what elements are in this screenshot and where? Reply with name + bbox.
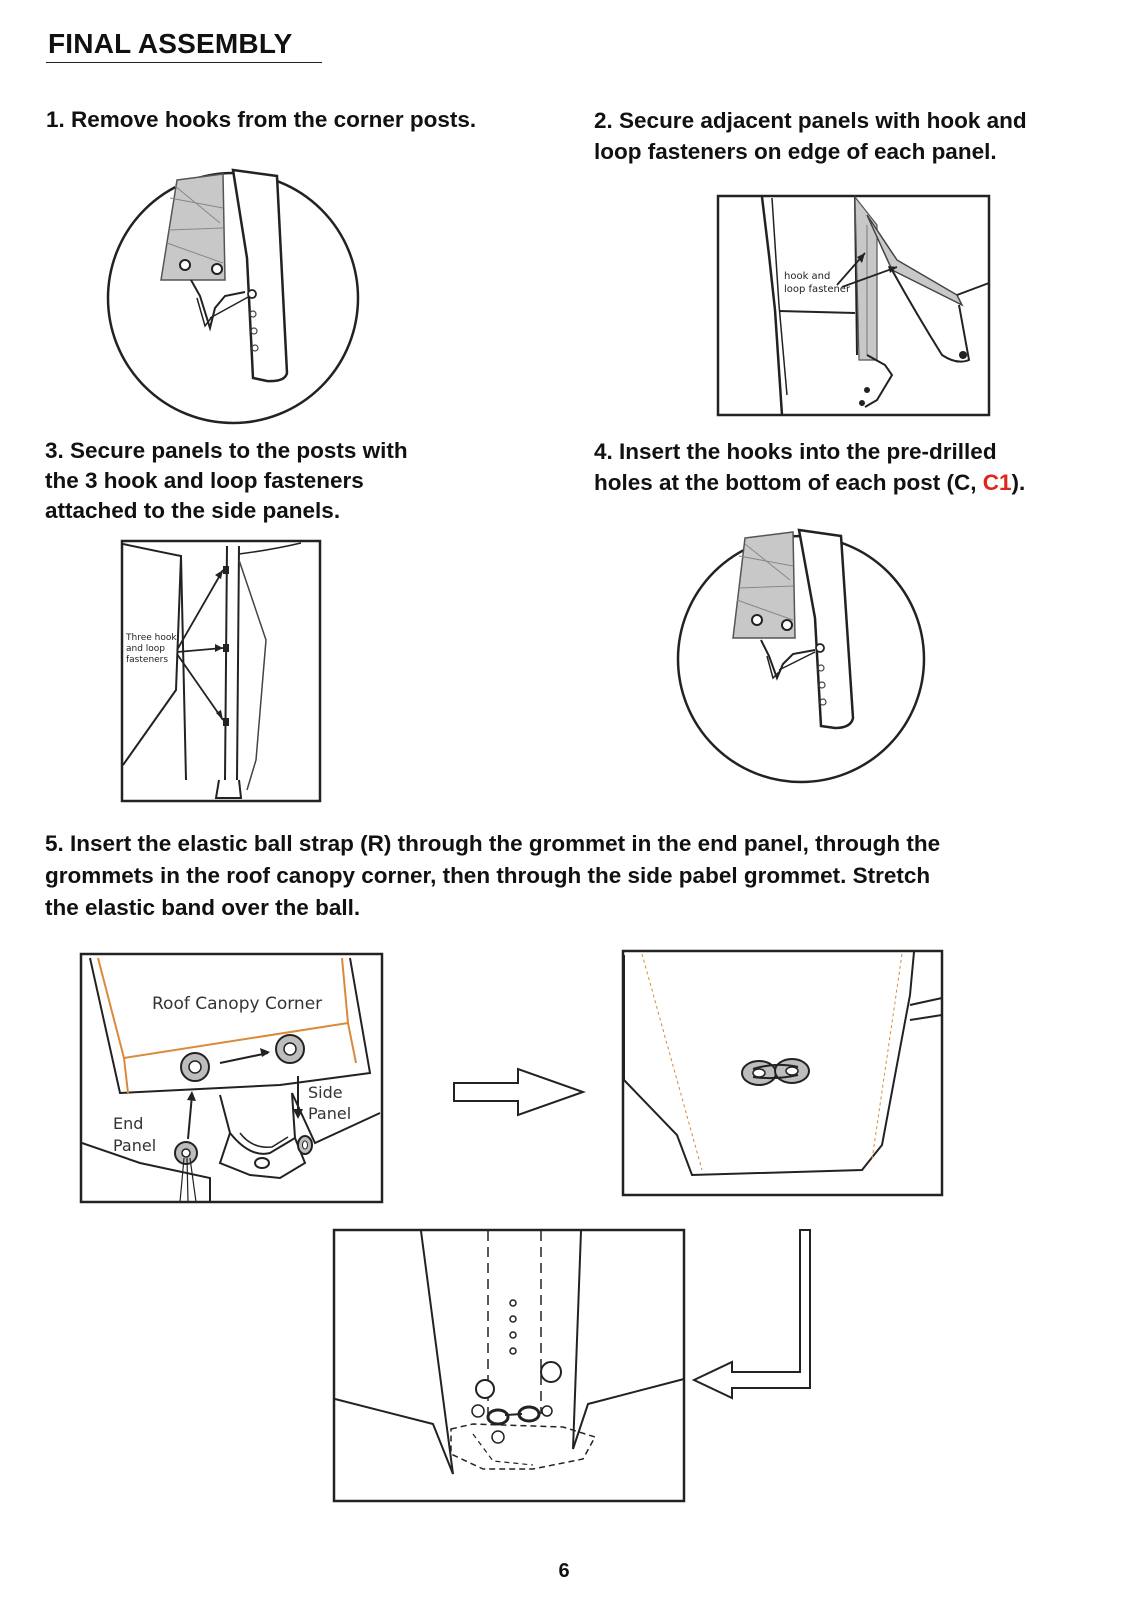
fig3-label-line2: and loop [126, 644, 166, 654]
fig2-label-line2: loop fastener [784, 284, 851, 295]
figure-5b-grommets-joined [622, 950, 944, 1197]
c1-highlight: C1 [982, 470, 1012, 495]
arrow-down-left-icon [690, 1228, 814, 1400]
fig3-label-line3: fasteners [126, 655, 169, 665]
figure-5a-roof-canopy-corner [80, 953, 384, 1204]
fig2-label-line1: hook and [784, 271, 831, 282]
fig5a-end-line1: End [113, 1114, 144, 1133]
step-3-text: 3. Secure panels to the posts with the 3 hook and loop fasteners attached to the side panels. [45, 438, 408, 523]
figure-2-panel-fasteners [717, 195, 991, 417]
step-1-text: 1. Remove hooks from the corner posts. [46, 107, 477, 132]
fig5a-side-line1: Side [308, 1083, 343, 1102]
figure-4-insert-hooks [675, 528, 927, 785]
fig5a-side-line2: Panel [308, 1104, 352, 1123]
page-number: 6 [558, 1560, 570, 1582]
step-4-text: 4. Insert the hooks into the pre-drilled holes at the bottom of each post (C, C1). [594, 439, 1026, 495]
title-underline [46, 62, 322, 63]
fig5a-title: Roof Canopy Corner [152, 994, 323, 1014]
figure-5c-strap-over-ball [333, 1229, 686, 1503]
step-2-text: 2. Secure adjacent panels with hook and loop fasteners on edge of each panel. [594, 108, 1027, 164]
page-title: FINAL ASSEMBLY [48, 28, 293, 59]
step-5-text: 5. Insert the elastic ball strap (R) through the grommet in the end panel, through the grommets in the roof canopy corner, then through the side pabel grommet. Stretch the elastic band over the ball. [45, 831, 941, 920]
figure-1-remove-hooks [105, 168, 360, 428]
figure-3-side-panel-fasteners [121, 540, 321, 802]
fig5a-end-line2: Panel [113, 1136, 157, 1155]
fig3-label-line1: Three hook [126, 633, 177, 643]
arrow-right-icon [452, 1066, 587, 1118]
